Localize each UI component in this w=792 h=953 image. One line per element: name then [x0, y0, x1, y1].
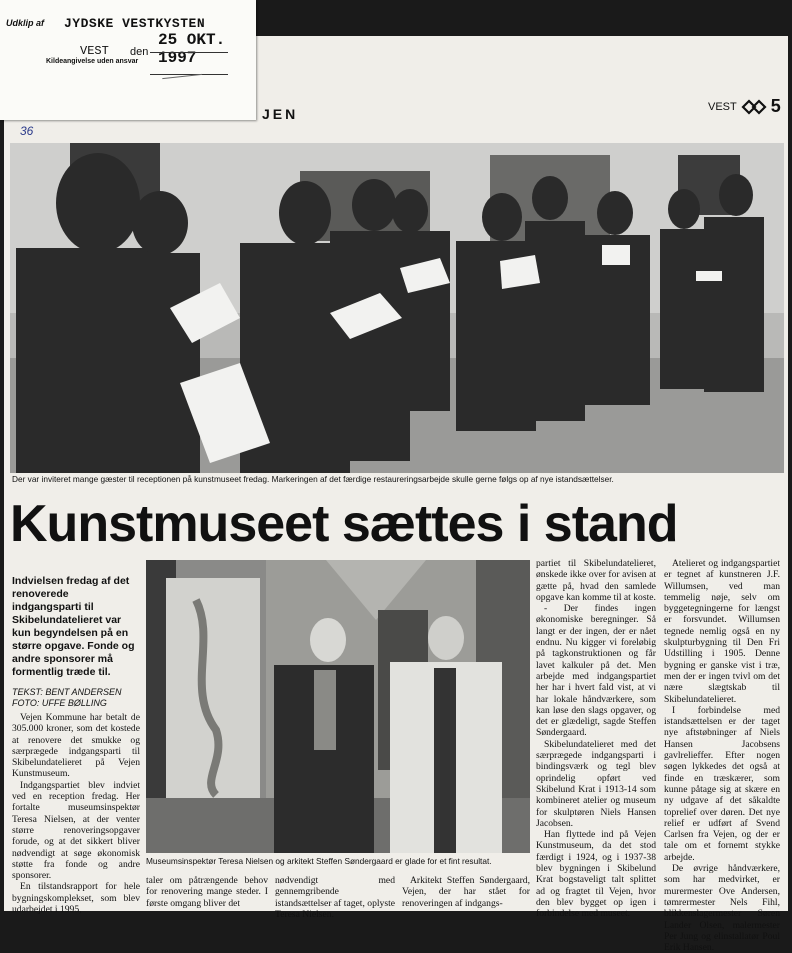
section-title-fragment: JEN — [262, 106, 299, 122]
paragraph: En tilstandsrapport for hele bygningskomplekset, som blev udarbejdet i 1995, — [12, 881, 140, 916]
paragraph: partiet til Skibelundatelieret, ønskede ikke over for avisen at gætte på, hvad den samlede opgave kan komme til at koste. — [536, 558, 656, 603]
paragraph: Vejen Kommune har betalt de 305.000 kroner, som det kostede at renovere det smukke og særprægede indgangsparti til Skibelundatelieret på Vejen Kunstmuseum. — [12, 712, 140, 780]
paragraph: taler om påtrængende behov for renovering mange steder. I første omgang bliver det — [146, 875, 268, 909]
paragraph: nødvendigt med gennemgribende istandsættelser af taget, oplyste Teresa Nielsen. — [275, 875, 395, 920]
paragraph: Arkitekt Steffen Søndergaard, Vejen, der har stået for renoveringen af indgangs- — [402, 875, 530, 909]
page-header-brand — [708, 96, 781, 117]
paragraph: De øvrige håndværkere, som har medvirket, er murermester Ove Andersen, tømrermester Nels Fihl, blikkenslagermester Søren Lander Olsen, malermester Per Jung og elinstallatør Poul Erik Hansen. — [664, 863, 780, 953]
article-column-4-tail — [402, 875, 530, 910]
clipping-date-line — [150, 52, 228, 53]
clipping-den-label: den — [130, 46, 149, 58]
clipping-edition: VEST — [80, 44, 109, 58]
paragraph: I forbindelse med istandsættelsen er der taget nye aftstøbninger af Niels Hansen Jacobsens gavlrelieffer. Efter nogen søgen lykkedes det også at finde en træskærer, som kunne påtage sig at skære en ny udgave af det såkaldte toprelief over døren. Det nye relief er udført af Svend Carlsen fra Vejen, og der er tale om et fornemt stykke arbejde. — [664, 704, 780, 863]
article-column-5 — [536, 558, 656, 920]
photo1-caption: Der var inviteret mange gæster til receptionen på kunstmuseet fredag. Markeringen af det færdige restaureringsarbejde skulle gerne følgs op af nye istandsættelser. — [12, 474, 614, 484]
museum-entrance-photo — [146, 560, 530, 853]
paragraph: - Der findes ingen økonomiske beregninger. Så langt er der ingen, der er nået endnu. Nu kigger vi foreløbig på tagkonstruktionen og får lavet kalkuler på det. Men arbejde med indgangspartiet her har i hvert fald vist, at vi har lokale håndværkere, som kan løse den slags opgaver, og det er glædeligt, sagde Steffen Søndergaard. — [536, 603, 656, 739]
article-column-1 — [12, 712, 140, 916]
photo2-caption: Museumsinspektør Teresa Nielsen og arkitekt Steffen Søndergaard er glade for et fint resultat. — [146, 856, 492, 866]
reception-photo — [10, 143, 784, 473]
byline-text: TEKST: BENT ANDERSEN — [12, 687, 122, 697]
article-column-3-tail — [275, 875, 395, 920]
article-headline: Kunstmuseet sættes i stand — [10, 495, 678, 553]
clipping-source-note: Kildeangivelse uden ansvar — [46, 58, 139, 65]
article-column-6 — [664, 558, 780, 953]
clipping-date-stamp: 25 OKT. 1997 — [158, 31, 226, 67]
article-column-2-tail — [146, 875, 268, 910]
byline-photo: FOTO: UFFE BØLLING — [12, 698, 107, 708]
clipping-udklip-label: Udklip af — [6, 18, 45, 28]
vest-logo-icon — [741, 98, 767, 116]
paragraph: Han flyttede ind på Vejen Kunstmuseum, da det stod færdigt i 1924, og i 1937-38 blev bygningen i Skibelund Krat bogstaveligt talt splittet ad og fragtet til Vejen, hvor den blev bygget op igen i forbindelse med museet. — [536, 829, 656, 920]
page-number: 5 — [770, 96, 781, 116]
clipping-label — [0, 0, 256, 120]
paragraph: Skibelundatelieret med det særprægede indgangsparti i bindingsværk og tegl blev oprindelig opført ved Skibelund Krat i 1913-14 som kombineret atelier og museum for skulptøren Niels Hansen Jacobsen. — [536, 738, 656, 829]
article-intro: Indvielsen fredag af det renoverede indgangsparti til Skibelundatelieret var kun begyndelsen på en større opgave. Fonde og andre sponsorer må formentlig træde til. — [12, 575, 135, 678]
article-byline — [12, 687, 122, 709]
paragraph: Atelieret og indgangspartiet er tegnet af kunstneren J.F. Willumsen, ved man temmelig nøje, selv om byggetegningerne for længst er forsvundet. Willumsen tegnede nemlig også en ny skulpturbygning til Den Fri Udstilling i 1905. Denne bygning er ganske vist i træ, men der er ingen tvivl om det nære slægtskab til Skibelundatelieret. — [664, 558, 780, 705]
paragraph: Indgangspartiet blev indviet ved en reception fredag. Her fortalte museumsinspektør Teresa Nielsen, at der venter større renoveringsopgaver forude, og at det sikkert bliver nødvendigt at søge økonomisk støtte fra fonde og andre sponsorer. — [12, 779, 140, 882]
clipping-publication: JYDSKE VESTKYSTEN — [64, 16, 206, 31]
handwritten-scribble — [162, 70, 202, 79]
brand-label: VEST — [708, 100, 737, 113]
handwritten-number: 36 — [20, 124, 34, 138]
